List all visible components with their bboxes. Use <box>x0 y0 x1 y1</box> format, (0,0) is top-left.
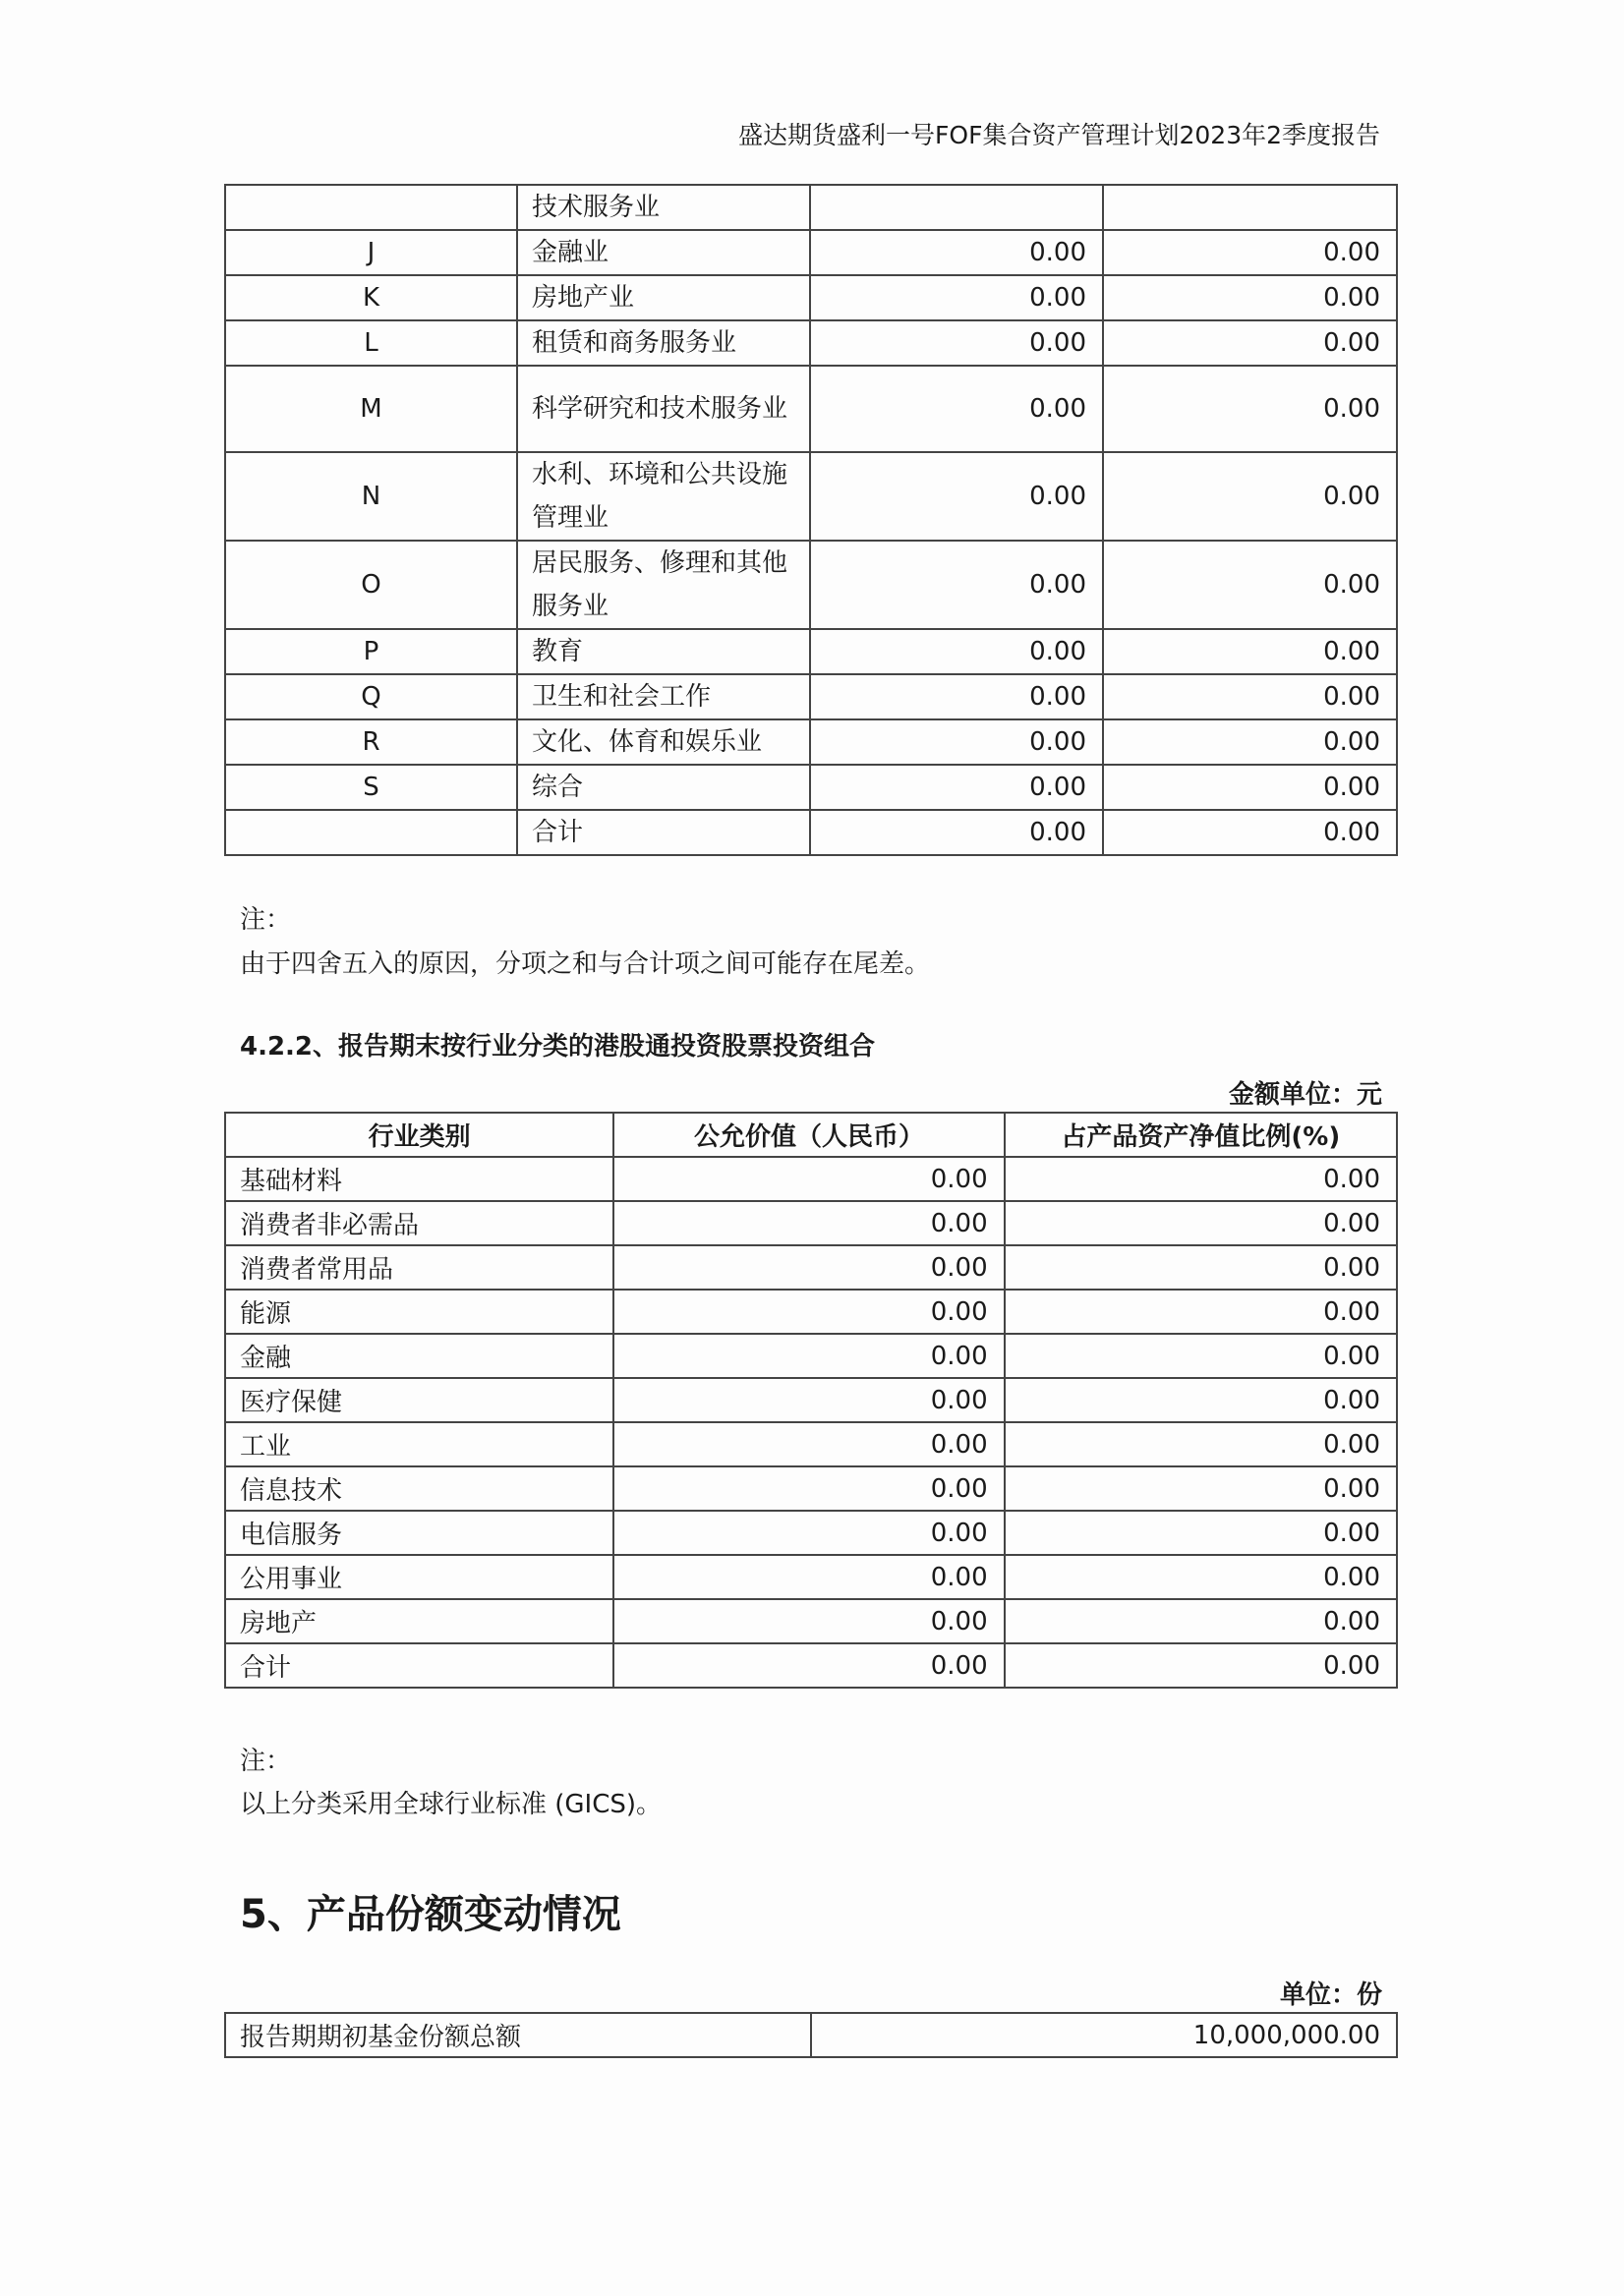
fair-value: 0.00 <box>613 1290 1004 1334</box>
industry-code: L <box>225 320 517 366</box>
note-label: 注： <box>240 1747 292 1776</box>
industry-category: 基础材料 <box>225 1157 613 1201</box>
table-row <box>225 185 1397 230</box>
industry-name: 金融业 <box>517 230 810 275</box>
industry-category: 医疗保健 <box>225 1378 613 1422</box>
column-header-ratio: 占产品资产净值比例(%) <box>1005 1113 1397 1157</box>
net-asset-ratio: 0.00 <box>1005 1290 1397 1334</box>
share-unit-label: 单位：份 <box>1279 1980 1382 2010</box>
fair-value: 0.00 <box>810 629 1103 674</box>
fair-value: 0.00 <box>810 719 1103 765</box>
table-row <box>225 1334 1397 1378</box>
net-asset-ratio: 0.00 <box>1005 1334 1397 1378</box>
section-heading-4-2-2: 4.2.2、报告期末按行业分类的港股通投资股票投资组合 <box>240 1032 876 1062</box>
industry-name: 教育 <box>517 629 810 674</box>
table-row <box>225 629 1397 674</box>
table-row <box>225 1422 1397 1466</box>
table-row <box>225 1157 1397 1201</box>
note-label: 注： <box>240 905 292 935</box>
industry-code <box>225 185 517 230</box>
net-asset-ratio: 0.00 <box>1103 230 1397 275</box>
fair-value: 0.00 <box>613 1643 1004 1688</box>
industry-code: P <box>225 629 517 674</box>
industry-name: 居民服务、修理和其他服务业 <box>517 541 810 629</box>
fair-value: 0.00 <box>810 452 1103 541</box>
table-row-total <box>225 1643 1397 1688</box>
section-heading-5: 5、产品份额变动情况 <box>240 1892 621 1937</box>
industry-code: N <box>225 452 517 541</box>
net-asset-ratio: 0.00 <box>1005 1157 1397 1201</box>
industry-name: 卫生和社会工作 <box>517 674 810 719</box>
industry-category: 信息技术 <box>225 1466 613 1511</box>
fair-value: 0.00 <box>810 765 1103 810</box>
column-header-fair-value: 公允价值（人民币） <box>613 1113 1004 1157</box>
net-asset-ratio: 0.00 <box>1103 320 1397 366</box>
table-row <box>225 1378 1397 1422</box>
net-asset-ratio: 0.00 <box>1005 1201 1397 1245</box>
share-item-label: 报告期期初基金份额总额 <box>225 2013 811 2057</box>
industry-code: O <box>225 541 517 629</box>
fair-value: 0.00 <box>810 674 1103 719</box>
fair-value <box>810 185 1103 230</box>
table-row <box>225 1290 1397 1334</box>
fair-value: 0.00 <box>613 1157 1004 1201</box>
hk-stock-connect-table <box>224 1112 1398 1689</box>
net-asset-ratio: 0.00 <box>1103 275 1397 320</box>
table-header-row <box>225 1113 1397 1157</box>
table-row-total <box>225 810 1397 855</box>
industry-code: S <box>225 765 517 810</box>
industry-category: 金融 <box>225 1334 613 1378</box>
industry-name: 租赁和商务服务业 <box>517 320 810 366</box>
table-row <box>225 1201 1397 1245</box>
industry-name: 科学研究和技术服务业 <box>517 366 810 452</box>
industry-category: 房地产 <box>225 1599 613 1643</box>
fair-value: 0.00 <box>613 1422 1004 1466</box>
industry-category: 消费者常用品 <box>225 1245 613 1290</box>
industry-code: M <box>225 366 517 452</box>
note-text: 由于四舍五入的原因，分项之和与合计项之间可能存在尾差。 <box>240 949 931 979</box>
industry-name: 综合 <box>517 765 810 810</box>
fair-value: 0.00 <box>810 541 1103 629</box>
net-asset-ratio: 0.00 <box>1103 810 1397 855</box>
table-row <box>225 1599 1397 1643</box>
industry-category: 电信服务 <box>225 1511 613 1555</box>
share-item-value: 10,000,000.00 <box>811 2013 1397 2057</box>
net-asset-ratio: 0.00 <box>1005 1245 1397 1290</box>
industry-code: K <box>225 275 517 320</box>
fair-value: 0.00 <box>613 1555 1004 1599</box>
table-row <box>225 1245 1397 1290</box>
industry-category: 消费者非必需品 <box>225 1201 613 1245</box>
net-asset-ratio: 0.00 <box>1103 366 1397 452</box>
table-row <box>225 765 1397 810</box>
fair-value: 0.00 <box>810 230 1103 275</box>
net-asset-ratio: 0.00 <box>1005 1422 1397 1466</box>
fair-value: 0.00 <box>613 1511 1004 1555</box>
amount-unit-label: 金额单位：元 <box>1228 1080 1382 1110</box>
net-asset-ratio: 0.00 <box>1005 1599 1397 1643</box>
table-row <box>225 2013 1397 2057</box>
industry-name: 房地产业 <box>517 275 810 320</box>
net-asset-ratio: 0.00 <box>1103 541 1397 629</box>
fair-value: 0.00 <box>810 366 1103 452</box>
table-row <box>225 452 1397 541</box>
report-header-title: 盛达期货盛利一号FOF集合资产管理计划2023年2季度报告 <box>738 121 1380 149</box>
industry-code: Q <box>225 674 517 719</box>
table-row <box>225 320 1397 366</box>
fair-value: 0.00 <box>613 1245 1004 1290</box>
table-row <box>225 674 1397 719</box>
fair-value: 0.00 <box>810 810 1103 855</box>
industry-name: 技术服务业 <box>517 185 810 230</box>
net-asset-ratio: 0.00 <box>1103 674 1397 719</box>
industry-name: 合计 <box>517 810 810 855</box>
net-asset-ratio: 0.00 <box>1005 1555 1397 1599</box>
fair-value: 0.00 <box>613 1466 1004 1511</box>
industry-category: 合计 <box>225 1643 613 1688</box>
table-row <box>225 1466 1397 1511</box>
fair-value: 0.00 <box>810 275 1103 320</box>
fair-value: 0.00 <box>613 1334 1004 1378</box>
net-asset-ratio: 0.00 <box>1005 1643 1397 1688</box>
note-text: 以上分类采用全球行业标准 (GICS)。 <box>240 1790 663 1819</box>
net-asset-ratio: 0.00 <box>1103 452 1397 541</box>
table-row <box>225 1511 1397 1555</box>
fair-value: 0.00 <box>810 320 1103 366</box>
industry-name: 文化、体育和娱乐业 <box>517 719 810 765</box>
net-asset-ratio: 0.00 <box>1103 765 1397 810</box>
net-asset-ratio <box>1103 185 1397 230</box>
net-asset-ratio: 0.00 <box>1103 719 1397 765</box>
industry-category: 能源 <box>225 1290 613 1334</box>
table-row <box>225 230 1397 275</box>
industry-code: J <box>225 230 517 275</box>
industry-code <box>225 810 517 855</box>
net-asset-ratio: 0.00 <box>1005 1511 1397 1555</box>
industry-classification-table <box>224 184 1398 856</box>
industry-name: 水利、环境和公共设施管理业 <box>517 452 810 541</box>
fair-value: 0.00 <box>613 1378 1004 1422</box>
net-asset-ratio: 0.00 <box>1103 629 1397 674</box>
table-row <box>225 1555 1397 1599</box>
industry-code: R <box>225 719 517 765</box>
industry-category: 工业 <box>225 1422 613 1466</box>
table-row <box>225 366 1397 452</box>
table-row <box>225 275 1397 320</box>
fair-value: 0.00 <box>613 1201 1004 1245</box>
net-asset-ratio: 0.00 <box>1005 1466 1397 1511</box>
industry-category: 公用事业 <box>225 1555 613 1599</box>
column-header-category: 行业类别 <box>225 1113 613 1157</box>
share-change-table <box>224 2012 1398 2058</box>
table-row <box>225 719 1397 765</box>
net-asset-ratio: 0.00 <box>1005 1378 1397 1422</box>
fair-value: 0.00 <box>613 1599 1004 1643</box>
table-row <box>225 541 1397 629</box>
